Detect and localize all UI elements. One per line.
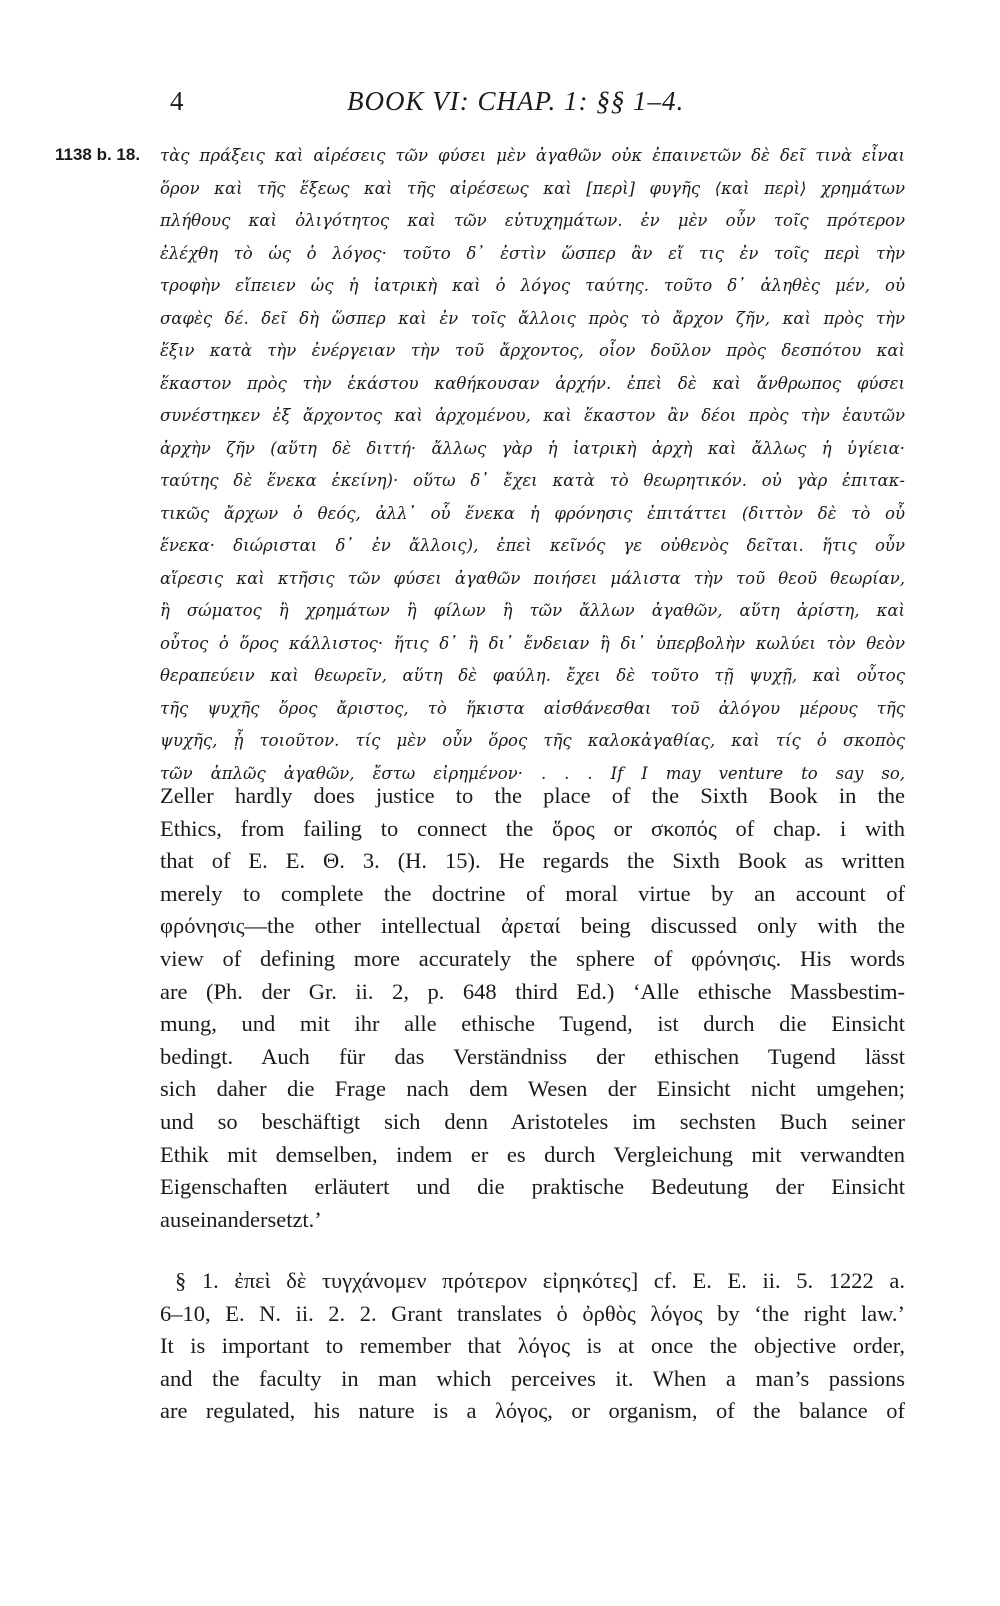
text-line: Ethics, from failing to connect the ὅρος or σκοπός of chap. i with: [160, 815, 905, 841]
text-line: ψυχῆς, ᾗ τοιοῦτον. τίς μὲν οὖν ὅρος τῆς καλοκἀγαθίας, καὶ τίς ὁ σκοπὸς: [160, 731, 905, 750]
text-line: ἕνεκα· διώρισται δ᾽ ἐν ἄλλοις), ἐπεὶ κεῖνός γε οὐθενὸς δεῖται. ἥτις οὖν: [160, 536, 905, 555]
commentary-paragraph: [160, 780, 905, 1236]
text-line: sich daher die Frage nach dem Wesen der Einsicht nicht umgehen;: [160, 1076, 905, 1102]
text-line: οὗτος ὁ ὅρος κάλλιστος· ἥτις δ᾽ ἢ δι᾽ ἔνδειαν ἢ δι᾽ ὑπερβολὴν κωλύει τὸν θεὸν: [160, 633, 905, 653]
text-line: τὰς πράξεις καὶ αἱρέσεις τῶν φύσει μὲν ἀγαθῶν οὐκ ἐπαινετῶν δὲ δεῖ τινὰ εἶναι: [160, 146, 905, 165]
text-line: view of defining more accurately the sphere of φρόνησις. His words: [160, 945, 905, 971]
text-line: 6–10, E. N. ii. 2. 2. Grant translates ὁ ὀρθὸς λόγος by ‘the right law.’: [160, 1300, 905, 1326]
text-line: ἕκαστον πρὸς τὴν ἑκάστου καθήκουσαν ἀρχήν. ἐπεὶ δὲ καὶ ἄνθρωπος φύσει: [160, 373, 905, 393]
text-line: ἢ σώματος ἢ χρημάτων ἢ φίλων ἢ τῶν ἄλλων ἀγαθῶν, αὕτη ἀρίστη, καὶ: [160, 601, 905, 620]
text-line: that of E. E. Θ. 3. (H. 15). He regards the Sixth Book as written: [160, 848, 905, 874]
text-line: Zeller hardly does justice to the place of the Sixth Book in the: [160, 783, 905, 808]
text-line: ἀρχὴν ζῆν (αὕτη δὲ διττή· ἄλλως γὰρ ἡ ἰατρικὴ ἀρχὴ καὶ ἄλλως ἡ ὑγίεια·: [160, 438, 905, 458]
page-number: 4: [170, 86, 184, 116]
text-line: τῆς ψυχῆς ὅρος ἄριστος, τὸ ἥκιστα αἰσθάνεσθαι τοῦ ἀλόγου μέρους τῆς: [160, 698, 905, 718]
text-line: are (Ph. der Gr. ii. 2, p. 648 third Ed.) ‘Alle ethische Massbestim-: [160, 978, 905, 1004]
running-head: [160, 86, 905, 122]
text-line: auseinandersetzt.’: [160, 1206, 322, 1232]
text-line: and the faculty in man which perceives it. When a man’s passions: [160, 1365, 905, 1391]
text-line: merely to complete the doctrine of moral virtue by an account of: [160, 880, 905, 906]
text-line: συνέστηκεν ἐξ ἄρχοντος καὶ ἀρχομένου, καὶ ἕκαστον ἂν δέοι πρὸς τὴν ἑαυτῶν: [160, 406, 905, 425]
chapter-title: BOOK VI: CHAP. 1: §§ 1–4.: [347, 86, 685, 116]
text-line: τροφὴν εἴπειεν ὡς ἡ ἰατρικὴ καὶ ὁ λόγος ταύτης. τοῦτο δ᾽ ἀληθὲς μέν, οὐ: [160, 276, 905, 295]
text-line: ὅρον καὶ τῆς ἕξεως καὶ τῆς αἱρέσεως καὶ [περὶ] φυγῆς ⟨καὶ περὶ⟩ χρημάτων: [160, 178, 905, 198]
text-line: § 1. ἐπεὶ δὲ τυγχάνομεν πρότερον εἰρηκότες] cf. E. E. ii. 5. 1222 a.: [175, 1268, 905, 1293]
text-line: It is important to remember that λόγος is at once the objective order,: [160, 1333, 905, 1359]
text-line: τῶν ἁπλῶς ἀγαθῶν, ἔστω εἰρημένον· . . . If I may venture to say so,: [160, 763, 905, 783]
section-note: [160, 1265, 905, 1428]
text-line: mung, und mit ihr alle ethische Tugend, ist durch die Einsicht: [160, 1011, 905, 1037]
text-line: ταύτης δὲ ἕνεκα ἐκείνη)· οὕτω δ᾽ ἔχει κατὰ τὸ θεωρητικόν. οὐ γὰρ ἐπιτακ-: [160, 471, 905, 490]
text-line: und so beschäftigt sich denn Aristoteles im sechsten Buch seiner: [160, 1108, 905, 1134]
text-line: πλήθους καὶ ὀλιγότητος καὶ τῶν εὐτυχημάτων. ἐν μὲν οὖν τοῖς πρότερον: [160, 211, 905, 230]
text-line: φρόνησις—the other intellectual ἀρεταί being discussed only with the: [160, 913, 905, 939]
margin-reference: 1138 b. 18.: [55, 145, 141, 164]
text-line: ἕξιν κατὰ τὴν ἐνέργειαν τὴν τοῦ ἄρχοντος, οἷον δοῦλον πρὸς δεσπότου καὶ: [160, 341, 905, 360]
text-line: σαφὲς δέ. δεῖ δὴ ὥσπερ καὶ ἐν τοῖς ἄλλοις πρὸς τὸ ἄρχον ζῆν, καὶ πρὸς τὴν: [160, 308, 905, 328]
text-line: αἵρεσις καὶ κτῆσις τῶν φύσει ἀγαθῶν ποιήσει μάλιστα τὴν τοῦ θεοῦ θεωρίαν,: [160, 568, 905, 588]
text-line: τικῶς ἄρχων ὁ θεός, ἀλλ᾽ οὗ ἕνεκα ἡ φρόνησις ἐπιτάττει (διττὸν δὲ τὸ οὗ: [160, 503, 905, 523]
greek-quotation: [160, 140, 905, 790]
text-line: Eigenschaften erläutert und die praktische Bedeutung der Einsicht: [160, 1174, 905, 1200]
text-line: bedingt. Auch für das Verständniss der ethischen Tugend lässt: [160, 1043, 905, 1069]
text-line: θεραπεύειν καὶ θεωρεῖν, αὕτη δὲ φαύλη. ἔχει δὲ τοῦτο τῇ ψυχῇ, καὶ οὗτος: [160, 666, 905, 685]
text-line: ἐλέχθη τὸ ὡς ὁ λόγος· τοῦτο δ᾽ ἐστὶν ὥσπερ ἂν εἴ τις ἐν τοῖς περὶ τὴν: [160, 243, 905, 263]
text-line: are regulated, his nature is a λόγος, or organism, of the balance of: [160, 1398, 905, 1424]
text-line: Ethik mit demselben, indem er es durch Vergleichung mit verwandten: [160, 1141, 905, 1167]
